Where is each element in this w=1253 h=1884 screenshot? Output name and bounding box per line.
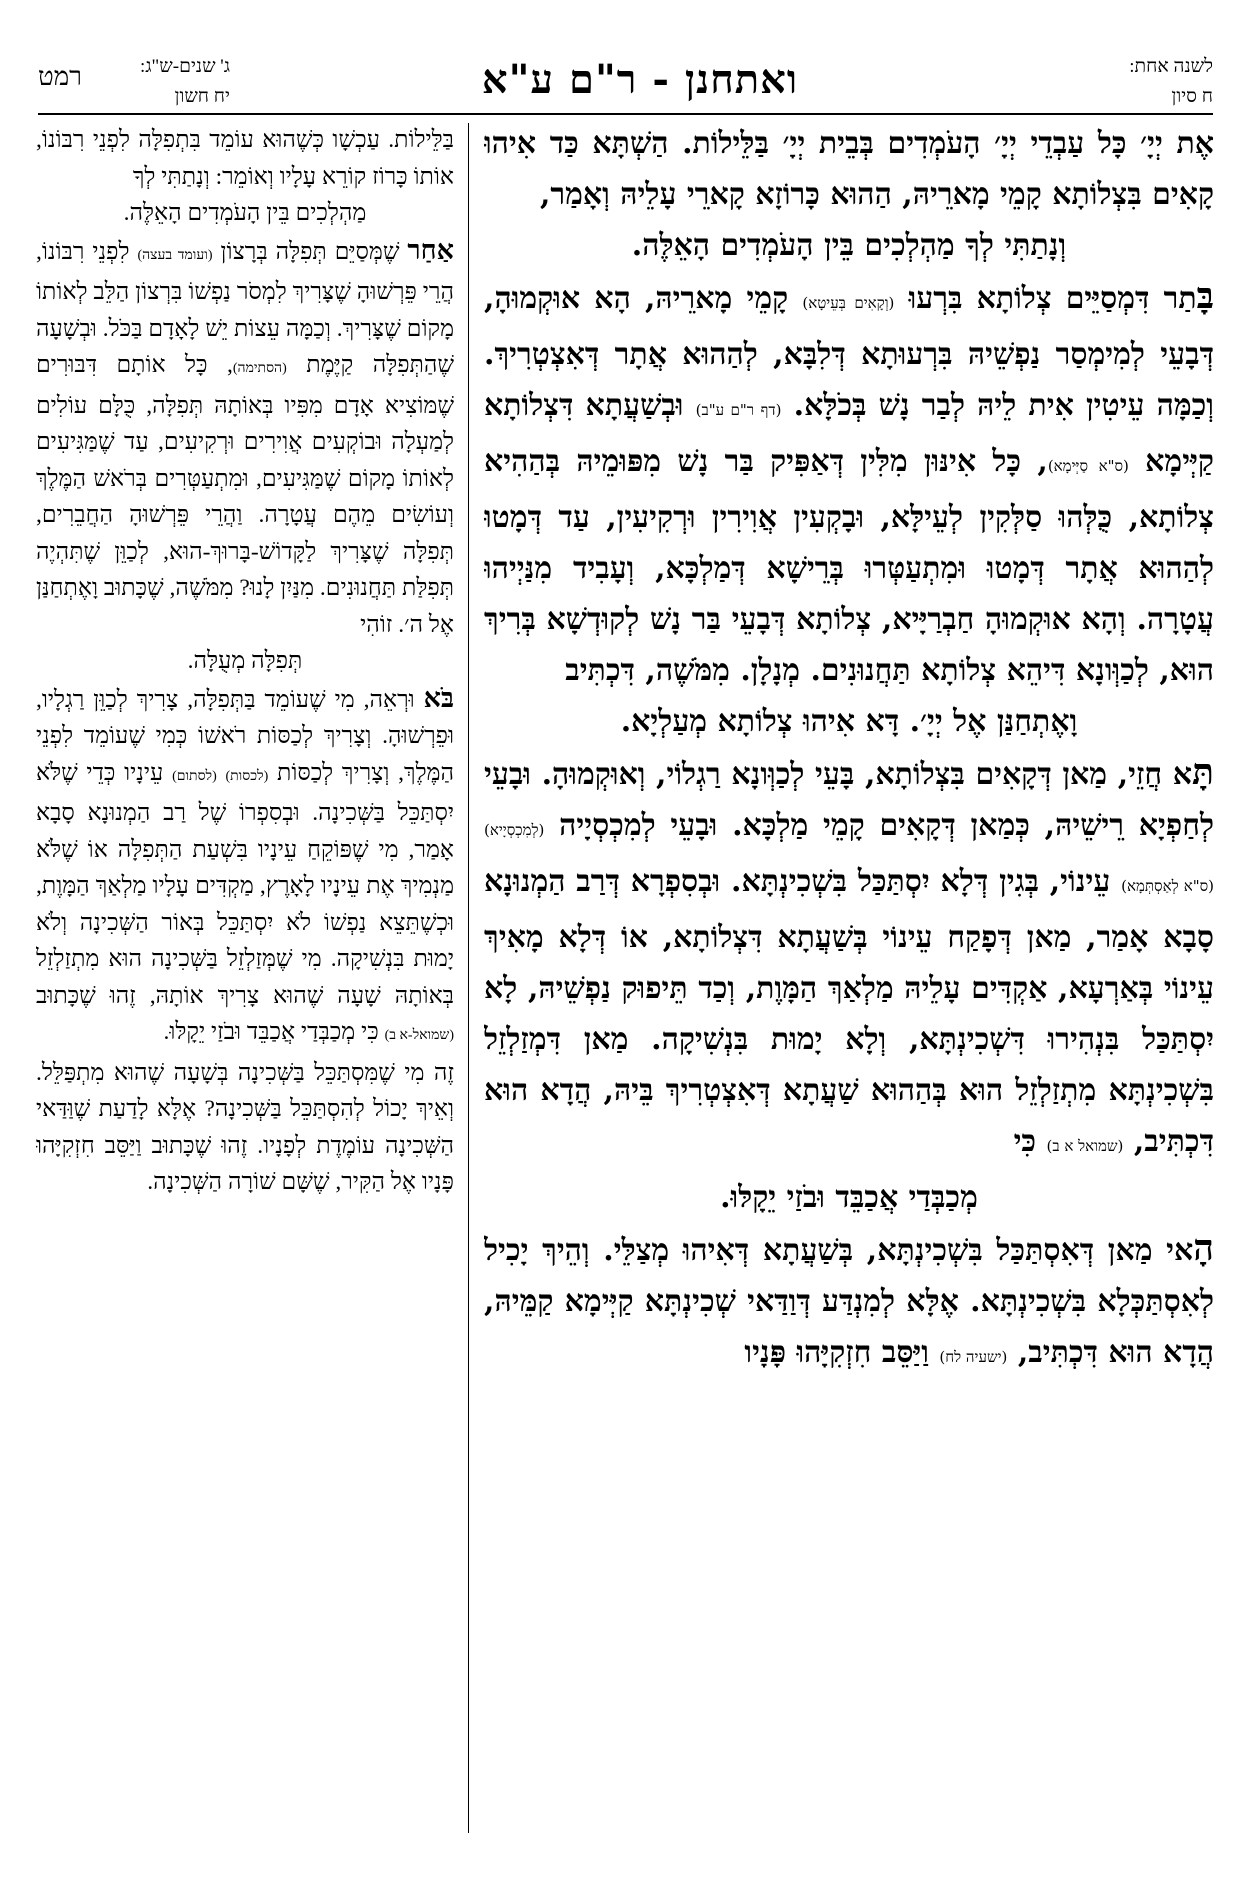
verse-source-reference: (שמואל א ב) — [1046, 1137, 1124, 1155]
verse-source-reference: (שמואל-א ב) — [384, 1028, 454, 1043]
main-text-run: עֵינוֹי, בְּגִין דְּלָא יִסְתַּכַּל בִּשְׁכִינְתָּא. וּבְסִפְרָא דְּרַב הַמְנוּנָא סָבָא אָמַר, מַאן דְּפָקַח עֵינוֹי בְּשַׁעֲתָא דִּצְלוֹתָא, אוֹ דְּלָא מָאִיךְ עֵינוֹי בְּאַרְעָא, אַקְדִּים עָלֵיהּ מַלְאַךְ הַמָּוֶת, וְכַד תֵּיפוּק נַפְשֵׁיהּ, לָא יִסְתַּכַּל בִּנְהִירוּ דִּשְׁכִינְתָּא, וְלָא יָמוּת בִּנְשִׁיקָה. מַאן דִּמְזַלְזֵל בִּשְׁכִינְתָּא מִתְזַלְזֵל הוּא בְּהַהוּא שַׁעֲתָא דְּאִצְטְרִיךְ בֵּיהּ, הֲדָא הוּא דִּכְתִּיב, — [484, 864, 1214, 1159]
verse-source-reference: (ישעיה לח) — [939, 1348, 1008, 1366]
variant-note: (וְקָאִים בְּעֵיטָא) — [802, 294, 895, 312]
header-study-cycle-one-year: לשנה אחת: — [1129, 56, 1213, 77]
header-date-block-alt — [140, 52, 230, 112]
main-text-run: אי מַאן דְּאִסְתַּכַּל בִּשְׁכִינְתָּא, בְּשַׁעֲתָא דְּאִיהוּ מְצַלֵּי. וְהֵיךְ יָכִיל לְאִסְתַּכְּלָא בִּשְׁכִינְתָּא. אֶלָּא לְמִנְדַּע דְּוַדַּאי שְׁכִינְתָּא קַיְּימָא קַמֵּיהּ, הֲדָא הוּא דִּכְתִּיב, — [484, 1233, 1214, 1370]
variant-note: (לסתום) — [172, 768, 217, 784]
page-reference: (דף ר"ם ע"ב) — [695, 401, 782, 419]
column-divider — [468, 123, 469, 1833]
translation-paragraph — [36, 680, 454, 1055]
translation-text-run: לִפְנֵי רִבּוֹנוֹ, הֲרֵי פֵּרְשׁוּהָ שֶׁצָּרִיךְ לִמְסֹר נַפְשׁוֹ בִּרְצוֹן הַלֵּב לְאוֹתוֹ מָקוֹם שֶׁצָּרִיךְ. וְכַמָּה עֵצוֹת יֵשׁ לָאָדָם בַּכֹּל. וּבְשָׁעָה שֶׁהַתְּפִלָּה קַיֶּמֶת — [36, 238, 454, 378]
translation-verse-line: מַהְלְכִים בֵּין הָעֹמְדִים הָאֵלֶּה. — [123, 200, 367, 226]
header-study-cycle-three-years: ג' שנים-ש"ג: — [140, 56, 230, 77]
main-text-run: קָמֵי מָארֵיהּ, הָא אוּקְמוּהָ, דְּבָעֵי לְמִימְסַר נַפְשֵׁיהּ בִּרְעוּתָא דְּלִבָּא, לְהַהוּא אֲתָר דְּאִצְטְרִיךְ. וְכַמָּה עֵיטִין אִית לֵיהּ לְבַר נָשׁ בְּכֹלָּא. — [484, 281, 1214, 423]
translation-paragraph: בַּלֵּילוֹת. עַכְשָׁו כְּשֶׁהוּא עוֹמֵד בִּתְפִלָּה לִפְנֵי רִבּוֹנוֹ, אוֹתוֹ כָּרוֹז קוֹרֵא עָלָיו וְאוֹמֵר: וְנָתַתִּי לְךָ — [36, 127, 454, 190]
translation-text-run: שֶׁמְּסַיֵּם תְּפִלָּה בְּרָצוֹן — [220, 238, 400, 265]
drop-cap: תָּ — [1192, 751, 1214, 793]
main-verse-line: וָאֶתְחַנַּן אֶל יְיָ׳. דָּא אִיהוּ צְלוֹתָא מְעַלְיָא. — [620, 704, 1078, 739]
translation-text-run: עֵינָיו כְּדֵי שֶׁלֹּא יִסְתַּכֵּל בַּשְּׁכִינָה. וּבְסִפְרוֹ שֶׁל רַב הַמְנוּנָא סָבָא אָמַר, מִי שֶׁפּוֹקֵחַ עֵינָיו בִּשְׁעַת הַתְּפִלָּה אוֹ שֶׁלֹּא מַנְמִיךְ אֶת עֵינָיו לָאָרֶץ, מַקְדִּים עָלָיו מַלְאַךְ הַמָּוֶת, וּכְשֶׁתֵּצֵא נַפְשׁוֹ לֹא יִסְתַּכֵּל בְּאוֹר הַשְּׁכִינָה וְלֹא יָמוּת בִּנְשִׁיקָה. מִי שֶׁמְּזַלְזֵל בַּשְּׁכִינָה הוּא מִתְזַלְזֵל בְּאוֹתָהּ שָׁעָה שֶׁהוּא צָרִיךְ אוֹתָהּ, זֶהוּ שֶׁכָּתוּב — [36, 759, 454, 1009]
translation-paragraph: זֶה מִי שֶׁמִּסְתַּכֵּל בַּשְּׁכִינָה בְּשָׁעָה שֶׁהוּא מִתְפַּלֵּל. וְאֵיךְ יָכוֹל לְהִסְתַּכֵּל בַּשְּׁכִינָה? אֶלָּא לָדַעַת שֶׁוַּדַּאי הַשְּׁכִינָה עוֹמֶדֶת לְפָנָיו. זֶהוּ שֶׁכָּתוּב וַיַּסֵּב חִזְקִיָּהוּ פָּנָיו אֶל הַקִּיר, שֶׁשָּׁם שׁוֹרָה הַשְּׁכִינָה. — [36, 1059, 454, 1195]
main-text-run: א חֲזֵי, מַאן דְּקָאִים בִּצְלוֹתָא, בָּעֵי לְכַוְּונָא רַגְלוֹי, וְאוּקְמוּהָ. וּבָעֵי לְחַפְיָא רֵישֵׁיהּ, כְּמַאן דְּקָאִים קָמֵי מַלְכָּא. וּבָעֵי לְמִכְסְיָיה — [484, 757, 1214, 843]
main-paragraph — [484, 1223, 1214, 1383]
main-text-run: תַר דִּמְסַיֵּים צְלוֹתָא בִּרְעוּ — [908, 281, 1197, 316]
main-verse-line: וְנָתַתִּי לְךָ מַהְלְכִים בֵּין הָעֹמְדִים הָאֵלֶּה. — [631, 228, 1067, 263]
variant-note: (ס"א לְאַסְתְּמָא) — [1121, 877, 1214, 895]
page-title: ואתחנן - ר"ם ע"א — [481, 56, 799, 103]
translation-verse-line: תְּפִלָּה מְעֻלָּה. — [187, 648, 303, 674]
translation-text-run: , כָּל אוֹתָם דִּבּוּרִים שֶׁמּוֹצִיא אָדָם מִפִּיו בְּאוֹתָהּ תְּפִלָּה, כֻּלָּם עוֹלִים לְמַעְלָה וּבוֹקְעִים אֲוִירִים וּרְקִיעִים, עַד שֶׁמַּגִּיעִים לְאוֹתוֹ מָקוֹם שֶׁמַּגִּיעִים, וּמִתְעַטְּרִים בְּרֹאשׁ הַמֶּלֶךְ וְעוֹשִׂים מֵהֶם עֲטָרָה. וַהֲרֵי פֵּרְשׁוּהָ הַחֲבֵרִים, תְּפִלָּה שֶׁצָּרִיךְ לַקָּדוֹשׁ-בָּרוּךְ-הוּא, לְכַוֵּן שֶׁתִּהְיֶה תְּפִלַּת תַּחֲנוּנִים. מִנַּיִן לָנוּ? מִמֹּשֶׁה, שֶׁכָּתוּב וָאֶתְחַנַּן אֶל ה׳. זוֹהִי — [36, 352, 454, 638]
main-verse-line: מְכַבְּדַי אֲכַבֵּד וּבֹזַי יֵקָלּוּ. — [720, 1180, 978, 1215]
drop-cap: אַחַר — [407, 234, 454, 265]
main-paragraph — [484, 747, 1214, 1172]
header-date-sivan: ח סיון — [1171, 86, 1213, 107]
drop-cap: הָ — [1193, 1227, 1214, 1269]
translation-column — [36, 122, 454, 1838]
variant-note: (לכסות) — [225, 768, 269, 784]
main-paragraph: אֶת יְיָ׳ כָּל עַבְדֵי יְיָ׳ הָעֹמְדִים בְּבֵית יְיָ׳ בַּלֵּילוֹת. הַשְׁתָּא כַּד אִיהוּ קָאִים בִּצְלוֹתָא קָמֵי מָארֵיהּ, הַהוּא כָּרוֹזָא קָארֵי עָלֵיהּ וְאָמַר, — [484, 126, 1214, 212]
main-text-run: כִּי — [1013, 1124, 1037, 1159]
main-paragraph — [484, 271, 1214, 696]
variant-note: (הסתימה) — [232, 361, 287, 376]
header-divider — [38, 113, 1213, 115]
main-text-run: וּבְשַׁעֲתָא דִּצְלוֹתָא קַיְּימָא — [484, 388, 1214, 479]
drop-cap: בֹּא — [423, 682, 454, 713]
variant-note: (ס"א סַיְּימָא) — [1047, 457, 1129, 475]
main-text-column — [484, 118, 1214, 1838]
page-number: רמט — [38, 62, 82, 91]
variant-note: (לְמִכְסְיָיא) — [484, 821, 545, 839]
translation-text-run: וּרְאֵה, מִי שֶׁעוֹמֵד בַּתְּפִלָּה, צָרִיךְ לְכַוֵּן רַגְלָיו, וּפֵרְשׁוּהָ. וְצָרִיךְ לְכַסּוֹת רֹאשׁוֹ כְּמִי שֶׁעוֹמֵד לִפְנֵי הַמֶּלֶךְ, וְצָרִיךְ לְכַסּוֹת — [36, 686, 454, 786]
header-date-cheshvan: יח חשון — [174, 86, 230, 107]
main-text-run: וַיַּסֵּב חִזְקִיָּהוּ פָּנָיו — [744, 1335, 929, 1370]
translation-text-run: כִּי מְכַבְּדַי אֲכַבֵּד וּבֹזַי יֵקָלּוּ. — [163, 1019, 379, 1045]
variant-note: (ועומד בעצה) — [137, 247, 213, 263]
main-text-run: , כָּל אִינּוּן מִלִּין דְּאַפִּיק בַּר נָשׁ מִפּוּמֵיהּ בְּהַהִיא צְלוֹתָא, כֻּלְּהוּ סַלְּקִין לְעֵילָּא, וּבָקְעִין אֲוִירִין וּרְקִיעִין, עַד דְּמָטוּ לְהַהוּא אֲתָר דְּמָטוּ וּמִתְעַטְּרוּ בְּרֵישָׁא דְּמַלְכָּא, וְעָבִיד מִנַּיְיהוּ עֲטָרָה. וְהָא אוּקְמוּהָ חַבְרַיָּיא, צְלוֹתָא דְּבָעֵי בַּר נָשׁ לְקוּדְשָׁא בְּרִיךְ הוּא, לְכַוְּונָא דִּיהֵא צְלוֹתָא תַּחֲנוּנִים. מְנָלָן. מִמֹּשֶׁה, דִּכְתִּיב — [484, 444, 1214, 688]
header-date-block — [1129, 52, 1213, 112]
translation-paragraph — [36, 232, 454, 644]
drop-cap: בָּ — [1196, 275, 1214, 317]
